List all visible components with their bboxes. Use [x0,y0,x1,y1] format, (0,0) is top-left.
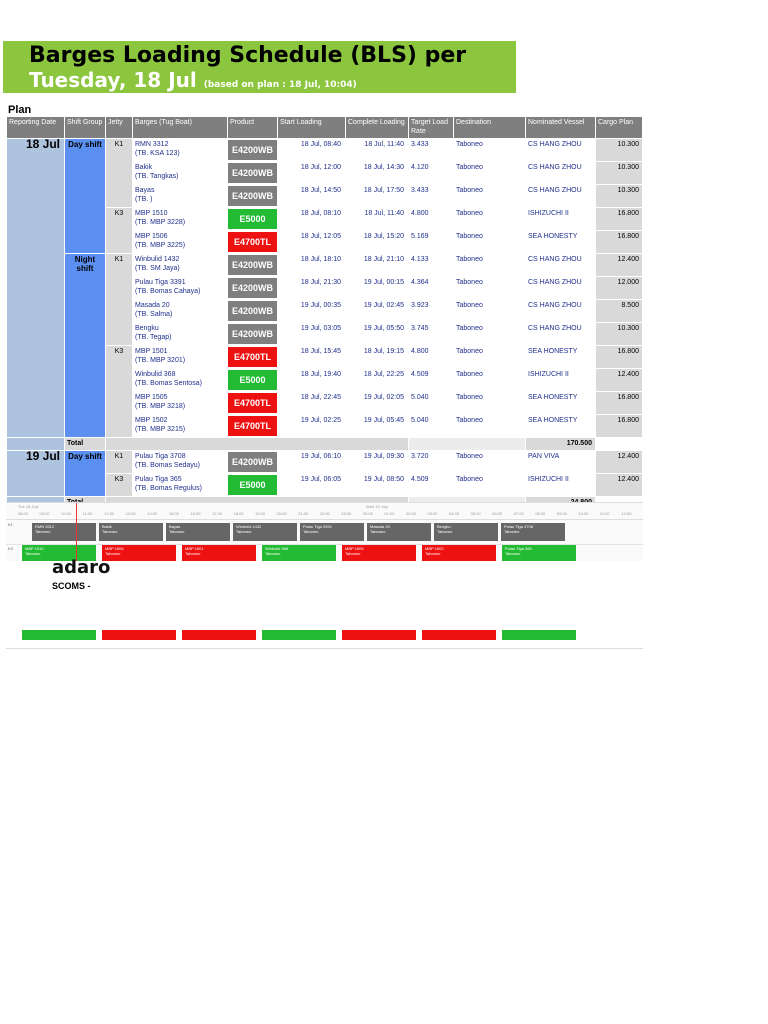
cargo-plan-cell: 12.400 [596,451,643,474]
timeline-bar-label: Masada 20 [370,524,390,529]
barge-name: MBP 1510 [135,210,168,217]
complete-loading-cell: 18 Jul, 17:50 [346,185,409,208]
timeline-bar-sub: Taboneo [102,529,118,534]
page-date [29,68,357,92]
complete-loading-cell: 18 Jul, 22:25 [346,369,409,392]
timeline-bar-sub: Taboneo [370,529,386,534]
timeline-bar-continued [182,630,256,640]
timeline-bar-sub: Taboneo [505,551,521,556]
product-cell [228,323,278,346]
timeline-hour-tick: 11:00 [599,511,610,516]
barge-cell [133,139,228,162]
timeline-bar-label: MBP 1505 [345,546,364,551]
timeline-bar-sub: Taboneo [35,529,51,534]
target-rate-cell: 3.923 [409,300,454,323]
shift-group-cell: Night shift [65,254,106,438]
target-rate-cell: 3.433 [409,139,454,162]
barge-cell [133,323,228,346]
start-loading-cell: 18 Jul, 08:10 [278,208,346,231]
destination-cell: Taboneo [454,139,526,162]
target-rate-cell: 4.800 [409,208,454,231]
reporting-date-cell: 19 Jul [7,451,65,497]
barge-name: Bayas [135,187,155,194]
timeline-bar-sub: Taboneo [437,529,453,534]
timeline-bar [501,523,565,541]
jetty-cell: K1 [106,139,133,208]
barge-cell [133,208,228,231]
vessel-cell: CS HANG ZHOU [526,139,596,162]
destination-cell: Taboneo [454,300,526,323]
timeline-bar [300,523,364,541]
plan-basis: (based on plan : 18 Jul, 10:04) [203,80,357,90]
product-cell [228,474,278,497]
barge-cell [133,277,228,300]
product-cell [228,392,278,415]
destination-cell: Taboneo [454,277,526,300]
target-rate-cell: 4.364 [409,277,454,300]
col-shift-group: Shift Group [65,117,106,139]
destination-cell: Taboneo [454,415,526,438]
complete-loading-cell: 19 Jul, 08:50 [346,474,409,497]
barge-cell [133,254,228,277]
barge-name: MBP 1505 [135,394,168,401]
barge-cell [133,474,228,497]
timeline-hour-tick: 18:00 [233,511,244,516]
timeline-hour-tick: 08:00 [18,511,29,516]
barge-cell [133,392,228,415]
timeline-bar [32,523,96,541]
col-product: Product [228,117,278,139]
timeline-hour-tick: 22:00 [319,511,330,516]
timeline-bar [367,523,431,541]
target-rate-cell: 4.509 [409,474,454,497]
gantt-timeline-continued [6,630,643,649]
timeline-bar-label: MBP 1502 [425,546,444,551]
complete-loading-cell: 19 Jul, 09:30 [346,451,409,474]
product-badge: E4700TL [228,347,277,367]
target-rate-cell: 3.745 [409,323,454,346]
schedule-table [6,116,643,510]
start-loading-cell: 19 Jul, 06:05 [278,474,346,497]
timeline-bar [502,545,576,561]
vessel-cell: SEA HONESTY [526,392,596,415]
product-cell [228,231,278,254]
product-cell [228,346,278,369]
complete-loading-cell: 18 Jul, 15:20 [346,231,409,254]
cargo-plan-cell: 10.300 [596,185,643,208]
product-cell [228,139,278,162]
timeline-bar [342,545,416,561]
barge-cell [133,162,228,185]
barge-name: Bengku [135,325,159,332]
vessel-cell: CS HANG ZHOU [526,162,596,185]
product-badge: E4700TL [228,393,277,413]
vessel-cell: SEA HONESTY [526,346,596,369]
destination-cell: Taboneo [454,254,526,277]
timeline-hour-tick: 12:00 [621,511,632,516]
timeline-hour-tick: 19:00 [255,511,266,516]
timeline-bar-sub: Taboneo [185,551,201,556]
product-cell [228,277,278,300]
timeline-hour-tick: 04:00 [449,511,460,516]
barge-cell [133,369,228,392]
complete-loading-cell: 19 Jul, 05:50 [346,323,409,346]
destination-cell: Taboneo [454,369,526,392]
timeline-bar-label: Pulau Tiga 3391 [303,524,332,529]
product-badge: E4200WB [228,140,277,160]
timeline-bar-sub: Taboneo [504,529,520,534]
product-cell [228,208,278,231]
product-cell [228,254,278,277]
timeline-hour-tick: 21:00 [298,511,309,516]
product-badge: E4200WB [228,163,277,183]
timeline-bar-sub: Taboneo [169,529,185,534]
timeline-hour-tick: 08:00 [535,511,546,516]
target-rate-cell: 5.169 [409,231,454,254]
target-rate-cell: 3.433 [409,185,454,208]
shift-group-cell: Day shift [65,139,106,254]
cargo-plan-cell: 16.800 [596,346,643,369]
barge-name: Winbulid 1432 [135,256,180,263]
barge-name: Pulau Tiga 3708 [135,453,186,460]
barge-name: MBP 1501 [135,348,168,355]
timeline-bar-label: MBP 1506 [105,546,124,551]
timeline-bar-sub: Taboneo [25,551,41,556]
cargo-plan-cell: 12.400 [596,474,643,497]
timeline-bar-label: MBP 1501 [185,546,204,551]
target-rate-cell: 4.800 [409,346,454,369]
timeline-hour-tick: 17:00 [211,511,222,516]
product-badge: E4200WB [228,186,277,206]
product-cell [228,369,278,392]
cargo-plan-cell: 10.300 [596,139,643,162]
target-rate-cell: 4.120 [409,162,454,185]
timeline-hour-tick: 09:00 [39,511,50,516]
product-cell [228,162,278,185]
adaro-logo: adaro [52,557,111,578]
timeline-bar [99,523,163,541]
now-marker [76,503,77,561]
barge-name: RMN 3312 [135,141,169,148]
table-row [7,139,643,162]
start-loading-cell: 19 Jul, 03:05 [278,323,346,346]
tug-boat-name: (TB. KSA 123) [135,150,180,157]
gantt-timeline [6,502,643,561]
jetty-cell: K1 [106,254,133,346]
product-cell [228,185,278,208]
barge-name: Masada 20 [135,302,170,309]
complete-loading-cell: 18 Jul, 19:15 [346,346,409,369]
target-rate-cell: 4.509 [409,369,454,392]
total-value: 170.500 [526,438,596,451]
tug-boat-name: (TB. MBP 3228) [135,219,186,226]
timeline-bar [166,523,230,541]
vessel-cell: ISHIZUCHI II [526,474,596,497]
tug-boat-name: (TB. Bomas Regulus) [135,485,202,492]
table-row [7,451,643,474]
shift-group-cell: Day shift [65,451,106,497]
tug-boat-name: (TB. MBP 3215) [135,426,186,433]
complete-loading-cell: 19 Jul, 02:45 [346,300,409,323]
destination-cell: Taboneo [454,162,526,185]
product-cell [228,415,278,438]
destination-cell: Taboneo [454,231,526,254]
jetty-cell: K3 [106,346,133,438]
vessel-cell: PAN VIVA [526,451,596,474]
vessel-cell: CS HANG ZHOU [526,300,596,323]
barge-name: Pulau Tiga 365 [135,476,182,483]
destination-cell: Taboneo [454,185,526,208]
timeline-hour-tick: 10:00 [578,511,589,516]
product-cell [228,300,278,323]
target-rate-cell: 5.040 [409,415,454,438]
col-target-load-rate: Target Load Rate [409,117,454,139]
tug-boat-name: (TB. MBP 3218) [135,403,186,410]
target-rate-cell: 4.133 [409,254,454,277]
timeline-bar-sub: Taboneo [425,551,441,556]
col-reporting-date: Reporting Date [7,117,65,139]
product-badge: E5000 [228,370,277,390]
timeline-hour-tick: 15:00 [168,511,179,516]
product-badge: E4200WB [228,255,277,275]
timeline-bar [102,545,176,561]
lane-k1 [6,520,643,545]
cargo-plan-cell: 10.300 [596,323,643,346]
timeline-bar-continued [342,630,416,640]
timeline-bar-continued [502,630,576,640]
barge-name: Bakik [135,164,153,171]
tug-boat-name: (TB. Bomas Cahaya) [135,288,201,295]
start-loading-cell: 18 Jul, 21:30 [278,277,346,300]
timeline-bar [262,545,336,561]
complete-loading-cell: 18 Jul, 11:40 [346,139,409,162]
start-loading-cell: 18 Jul, 15:45 [278,346,346,369]
vessel-cell: ISHIZUCHI II [526,369,596,392]
destination-cell: Taboneo [454,208,526,231]
vessel-cell: SEA HONESTY [526,231,596,254]
col-barges: Barges (Tug Boat) [133,117,228,139]
timeline-hour-tick: 03:00 [427,511,438,516]
timeline-bar [182,545,256,561]
timeline-header [6,503,643,520]
timeline-bar-sub: Taboneo [236,529,252,534]
timeline-hour-tick: 23:00 [341,511,352,516]
start-loading-cell: 18 Jul, 08:40 [278,139,346,162]
timeline-hours [18,511,643,518]
start-loading-cell: 18 Jul, 12:00 [278,162,346,185]
timeline-day2: Wed 19 July [366,504,388,509]
vessel-cell: CS HANG ZHOU [526,254,596,277]
cargo-plan-cell: 12.000 [596,277,643,300]
destination-cell: Taboneo [454,392,526,415]
total-label-text [106,438,409,451]
timeline-hour-tick: 16:00 [190,511,201,516]
start-loading-cell: 18 Jul, 18:10 [278,254,346,277]
vessel-cell: CS HANG ZHOU [526,277,596,300]
timeline-day1: Tue 18 July [18,504,39,509]
timeline-bar-continued [22,630,96,640]
plan-label: Plan [8,104,32,116]
timeline-bar-label: RMN 3312 [35,524,55,529]
tug-boat-name: (TB. ) [135,196,153,203]
timeline-bar [434,523,498,541]
timeline-bar-sub: Taboneo [105,551,121,556]
destination-cell: Taboneo [454,474,526,497]
timeline-bar-continued [102,630,176,640]
timeline-bar-label: MBP 1510 [25,546,44,551]
barge-cell [133,300,228,323]
timeline-hour-tick: 02:00 [405,511,416,516]
timeline-bar [422,545,496,561]
tug-boat-name: (TB. SM Jaya) [135,265,180,272]
tug-boat-name: (TB. Tegap) [135,334,172,341]
timeline-bar-continued [262,630,336,640]
timeline-bar-label: Pulau Tiga 3708 [504,524,533,529]
date-text: Tuesday, 18 Jul [29,68,197,92]
complete-loading-cell: 19 Jul, 05:45 [346,415,409,438]
total-shift-cell: Total [65,438,106,451]
cargo-plan-cell: 10.300 [596,162,643,185]
reporting-date-cell: 18 Jul [7,139,65,438]
product-badge: E4200WB [228,278,277,298]
timeline-hour-tick: 12:00 [104,511,115,516]
timeline-bar-label: Winbulid 368 [265,546,289,551]
barge-name: MBP 1502 [135,417,168,424]
complete-loading-cell: 18 Jul, 11:40 [346,208,409,231]
timeline-bar-label: Bakik [102,524,112,529]
timeline-hour-tick: 14:00 [147,511,158,516]
tug-boat-name: (TB. Bomas Sedayu) [135,462,200,469]
product-badge: E4200WB [228,301,277,321]
timeline-bar-label: Bayas [169,524,181,529]
cargo-plan-cell: 16.800 [596,231,643,254]
timeline-bar-sub: Taboneo [345,551,361,556]
timeline-bar-sub: Taboneo [303,529,319,534]
cargo-plan-cell: 16.800 [596,415,643,438]
timeline-bar [233,523,297,541]
timeline-hour-tick: 13:00 [125,511,136,516]
tug-boat-name: (TB. MBP 3201) [135,357,186,364]
timeline-hour-tick: 00:00 [362,511,373,516]
jetty-cell: K3 [106,208,133,254]
vessel-cell: SEA HONESTY [526,415,596,438]
target-rate-cell: 5.040 [409,392,454,415]
cargo-plan-cell: 16.800 [596,392,643,415]
lane-k1-label: K1 [8,522,13,527]
jetty-cell: K3 [106,474,133,497]
barge-cell [133,185,228,208]
timeline-hour-tick: 10:00 [61,511,72,516]
cargo-plan-cell: 8.500 [596,300,643,323]
col-jetty: Jetty [106,117,133,139]
timeline-hour-tick: 07:00 [513,511,524,516]
tug-boat-name: (TB. Salma) [135,311,173,318]
tug-boat-name: (TB. MBP 3225) [135,242,186,249]
table-header [7,117,643,139]
col-destination: Destination [454,117,526,139]
col-cargo-plan: Cargo Plan [596,117,643,139]
page-title: Barges Loading Schedule (BLS) per [29,43,467,68]
lane-k3-label: K3 [8,546,13,551]
timeline-hour-tick: 06:00 [492,511,503,516]
cargo-plan-cell: 12.400 [596,369,643,392]
start-loading-cell: 19 Jul, 00:35 [278,300,346,323]
total-spacer [409,438,526,451]
product-badge: E4200WB [228,452,277,472]
barge-cell [133,231,228,254]
product-badge: E5000 [228,475,277,495]
barge-cell [133,451,228,474]
timeline-bar-label: Pulau Tiga 365 [505,546,532,551]
start-loading-cell: 18 Jul, 12:05 [278,231,346,254]
product-cell [228,451,278,474]
product-badge: E4700TL [228,416,277,436]
jetty-cell: K1 [106,451,133,474]
product-badge: E4700TL [228,232,277,252]
barge-cell [133,346,228,369]
start-loading-cell: 19 Jul, 06:10 [278,451,346,474]
destination-cell: Taboneo [454,346,526,369]
timeline-bar-continued [422,630,496,640]
vessel-cell: CS HANG ZHOU [526,323,596,346]
timeline-bar-label: Bengku [437,524,451,529]
timeline-hour-tick: 09:00 [556,511,567,516]
tug-boat-name: (TB. Tangkas) [135,173,179,180]
cargo-plan-cell: 16.800 [596,208,643,231]
complete-loading-cell: 19 Jul, 00:15 [346,277,409,300]
start-loading-cell: 18 Jul, 19:40 [278,369,346,392]
barge-name: MBP 1506 [135,233,168,240]
col-nominated-vessel: Nominated Vessel [526,117,596,139]
barge-cell [133,415,228,438]
total-row [7,438,643,451]
timeline-hour-tick: 01:00 [384,511,395,516]
table-row [7,254,643,277]
tug-boat-name: (TB. Bomas Sentosa) [135,380,202,387]
timeline-bar-sub: Taboneo [265,551,281,556]
timeline-hour-tick: 05:00 [470,511,481,516]
scoms-label: SCOMS - [52,581,91,591]
product-badge: E5000 [228,209,277,229]
start-loading-cell: 19 Jul, 02:25 [278,415,346,438]
complete-loading-cell: 18 Jul, 14:30 [346,162,409,185]
timeline-hour-tick: 20:00 [276,511,287,516]
title-banner [3,41,516,93]
cargo-plan-cell: 12.400 [596,254,643,277]
col-start-loading: Start Loading [278,117,346,139]
timeline-hour-tick: 11:00 [82,511,93,516]
timeline-bar-label: Winbulid 1432 [236,524,262,529]
start-loading-cell: 18 Jul, 14:50 [278,185,346,208]
destination-cell: Taboneo [454,451,526,474]
complete-loading-cell: 19 Jul, 02:05 [346,392,409,415]
col-complete-loading: Complete Loading [346,117,409,139]
barge-name: Pulau Tiga 3391 [135,279,186,286]
vessel-cell: ISHIZUCHI II [526,208,596,231]
vessel-cell: CS HANG ZHOU [526,185,596,208]
destination-cell: Taboneo [454,323,526,346]
product-badge: E4200WB [228,324,277,344]
barge-name: Winbulid 368 [135,371,176,378]
target-rate-cell: 3.720 [409,451,454,474]
complete-loading-cell: 18 Jul, 21:10 [346,254,409,277]
start-loading-cell: 18 Jul, 22:45 [278,392,346,415]
